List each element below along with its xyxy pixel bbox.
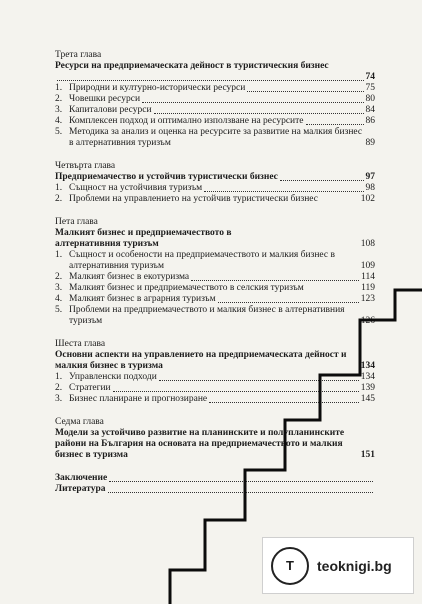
- page-number: 108: [360, 239, 375, 249]
- page-number: 74: [365, 72, 375, 82]
- chapter-heading: Предприемачество и устойчив туристически бизнес 97: [55, 172, 375, 182]
- chapter-heading: Малкият бизнес и предприемачеството в алтернативния туризъм: [55, 228, 232, 249]
- chapter-heading: Ресурси на предприемаческата дейност в туристическия бизнес 74: [55, 61, 375, 82]
- toc-entry: 3. Бизнес планиране и прогнозиране 145: [55, 394, 375, 404]
- toc-entry: 3. Капиталови ресурси 84: [55, 105, 375, 115]
- chapter-label: Трета глава: [55, 50, 102, 60]
- toc-entry: 5. Методика за анализ и оценка на ресурсите за развитие на малкия бизнес в алтернативния туризъм 89: [55, 127, 375, 148]
- toc-entry: 2. Малкият бизнес в екотуризма 114: [55, 272, 375, 282]
- chapter-label: Четвърта глава: [55, 161, 116, 171]
- toc-entry: 1. Същност и особености на предприемачеството и малкия бизнес в алтернативния туризъм 109: [55, 250, 375, 271]
- toc-entry: 5. Проблеми на предприемачеството и малкия бизнес в алтернативния туризъм 126: [55, 305, 375, 326]
- chapter-label: Седма глава: [55, 417, 104, 427]
- toc-entry: 2. Човешки ресурси 80: [55, 94, 375, 104]
- toc-entry: Литература: [55, 484, 375, 495]
- toc-entry: 2. Проблеми на управлението на устойчив туристически бизнес 102: [55, 194, 375, 204]
- chapter-heading: Основни аспекти на управлението на предприемаческата дейност и малкия бизнес в туризма 134: [55, 350, 375, 371]
- logo-text: teoknigi.bg: [317, 557, 392, 574]
- chapter-heading: Модели за устойчиво развитие на планинските и полупланинските райони на България на основата на предприемачеството и малкия бизнес в туризма 151: [55, 428, 375, 460]
- toc-entry: 4. Комплексен подход и оптимално използване на ресурсите 86: [55, 116, 375, 126]
- toc-entry: 3. Малкият бизнес и предприемачеството в селския туризъм 119: [55, 283, 375, 293]
- toc-entry: 1. Природни и културно-исторически ресурси 75: [55, 83, 375, 93]
- book-icon: T: [271, 547, 309, 585]
- toc-entry: 2. Стратегии 139: [55, 383, 375, 393]
- toc-entry: 1. Управленски подходи 134: [55, 372, 375, 382]
- toc-entry: 4. Малкият бизнес в аграрния туризъм 123: [55, 294, 375, 304]
- toc-entry: 1. Същност на устойчивия туризъм 98: [55, 183, 375, 193]
- chapter-label: Шеста глава: [55, 339, 106, 349]
- site-logo: [262, 537, 414, 594]
- chapter-label: Пета глава: [55, 217, 98, 227]
- toc-entry: Заключение: [55, 473, 375, 484]
